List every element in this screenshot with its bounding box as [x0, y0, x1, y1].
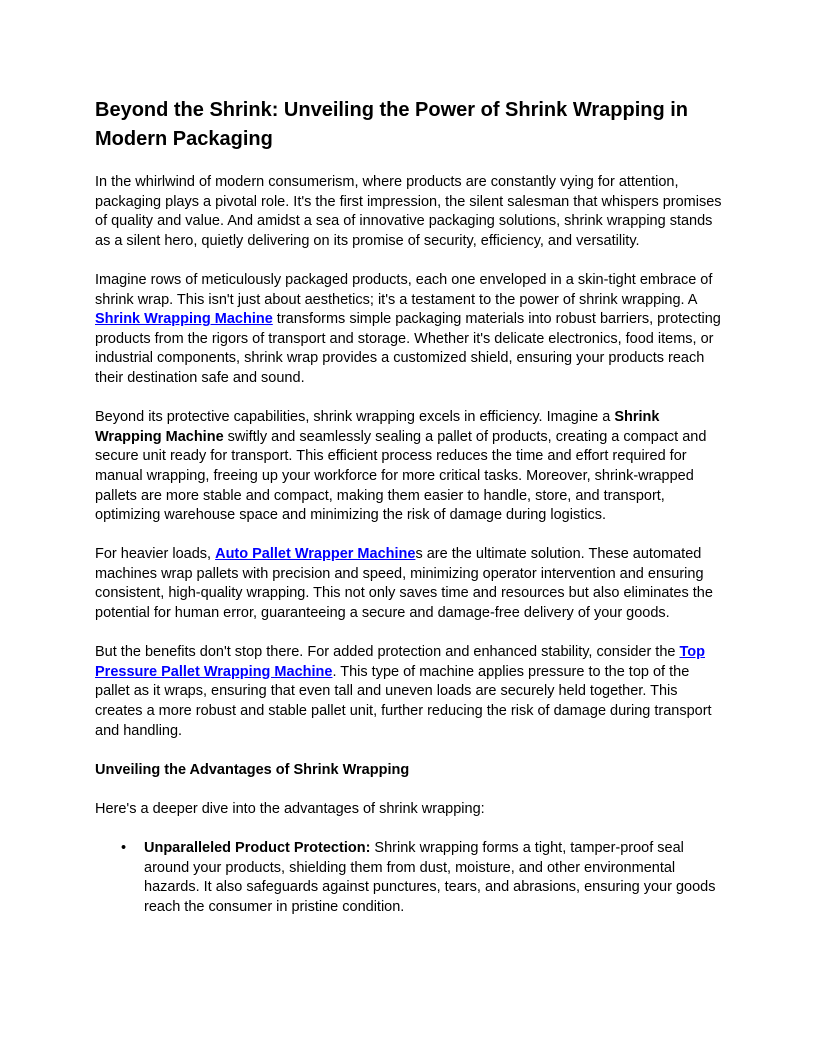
body-text: For heavier loads,	[95, 546, 216, 563]
hyperlink[interactable]: Auto Pallet Wrapper Machine	[215, 546, 416, 563]
paragraph	[95, 173, 727, 251]
body-text: . This type of machine applies pressure to the top of the pallet as it wraps, ensuring that even tall and uneven loads are securely held together. This creates a more robust and stable pallet unit, further reducing the risk of damage during transport and handling.	[95, 663, 712, 739]
bullet-item	[95, 839, 727, 917]
bullet-list	[95, 839, 727, 917]
paragraph	[95, 408, 727, 526]
hyperlink[interactable]: Top Pressure Pallet Wrapping Machine	[95, 644, 705, 680]
body-text: Here's a deeper dive into the advantages of shrink wrapping:	[95, 801, 485, 817]
paragraph	[95, 643, 727, 741]
body-text: Shrink wrapping forms a tight, tamper-proof seal around your products, shielding them from dust, moisture, and other environmental hazards. It also safeguards against punctures, tears, and abrasions, ensuring your goods reach the consumer in pristine condition.	[144, 840, 716, 915]
section-heading	[95, 761, 727, 781]
paragraph	[95, 545, 727, 623]
paragraph	[95, 800, 727, 820]
body-text: swiftly and seamlessly sealing a pallet of products, creating a compact and secure unit ready for transport. This efficient process reduces the time and effort required for manual wrapping, freeing up your workforce for more critical tasks. Moreover, shrink-wrapped pallets are more stable and compact, making them easier to handle, store, and transport, optimizing warehouse space and minimizing the risk of damage during logistics.	[95, 428, 707, 524]
bold-text: Unveiling the Advantages of Shrink Wrapping	[95, 761, 410, 778]
paragraph	[95, 271, 727, 389]
body-text: But the benefits don't stop there. For added protection and enhanced stability, consider the	[95, 644, 680, 661]
bold-text: Shrink Wrapping Machine	[95, 409, 660, 445]
body-text: Imagine rows of meticulously packaged products, each one enveloped in a skin-tight embrace of shrink wrap. This isn't just about aesthetics; it's a testament to the power of shrink wrapping. A	[95, 271, 713, 308]
body-text: s are the ultimate solution. These automated machines wrap pallets with precision and speed, minimizing operator intervention and ensuring consistent, high-quality wrapping. This not only saves time and resources but also eliminates the potential for human error, guaranteeing a secure and damage-free delivery of your goods.	[95, 546, 713, 622]
document-title: Beyond the Shrink: Unveiling the Power of Shrink Wrapping in Modern Packaging	[95, 99, 689, 150]
body-text: transforms simple packaging materials into robust barriers, protecting products from the rigors of transport and storage. Whether it's delicate electronics, food items, or industrial components, shrink wrap provides a customized shield, ensuring your products reach their destination safe and sound.	[95, 311, 721, 386]
bold-text: Unparalleled Product Protection:	[144, 840, 371, 857]
hyperlink[interactable]: Shrink Wrapping Machine	[95, 311, 273, 328]
body-text: In the whirlwind of modern consumerism, where products are constantly vying for attention, packaging plays a pivotal role. It's the first impression, the silent salesman that whispers promises of quality and value. And amidst a sea of innovative packaging solutions, shrink wrapping stands as a silent hero, quietly delivering on its promise of security, efficiency, and versatility.	[95, 174, 722, 249]
body-text: Beyond its protective capabilities, shrink wrapping excels in efficiency. Imagine a	[95, 409, 615, 426]
document-body	[95, 173, 727, 918]
